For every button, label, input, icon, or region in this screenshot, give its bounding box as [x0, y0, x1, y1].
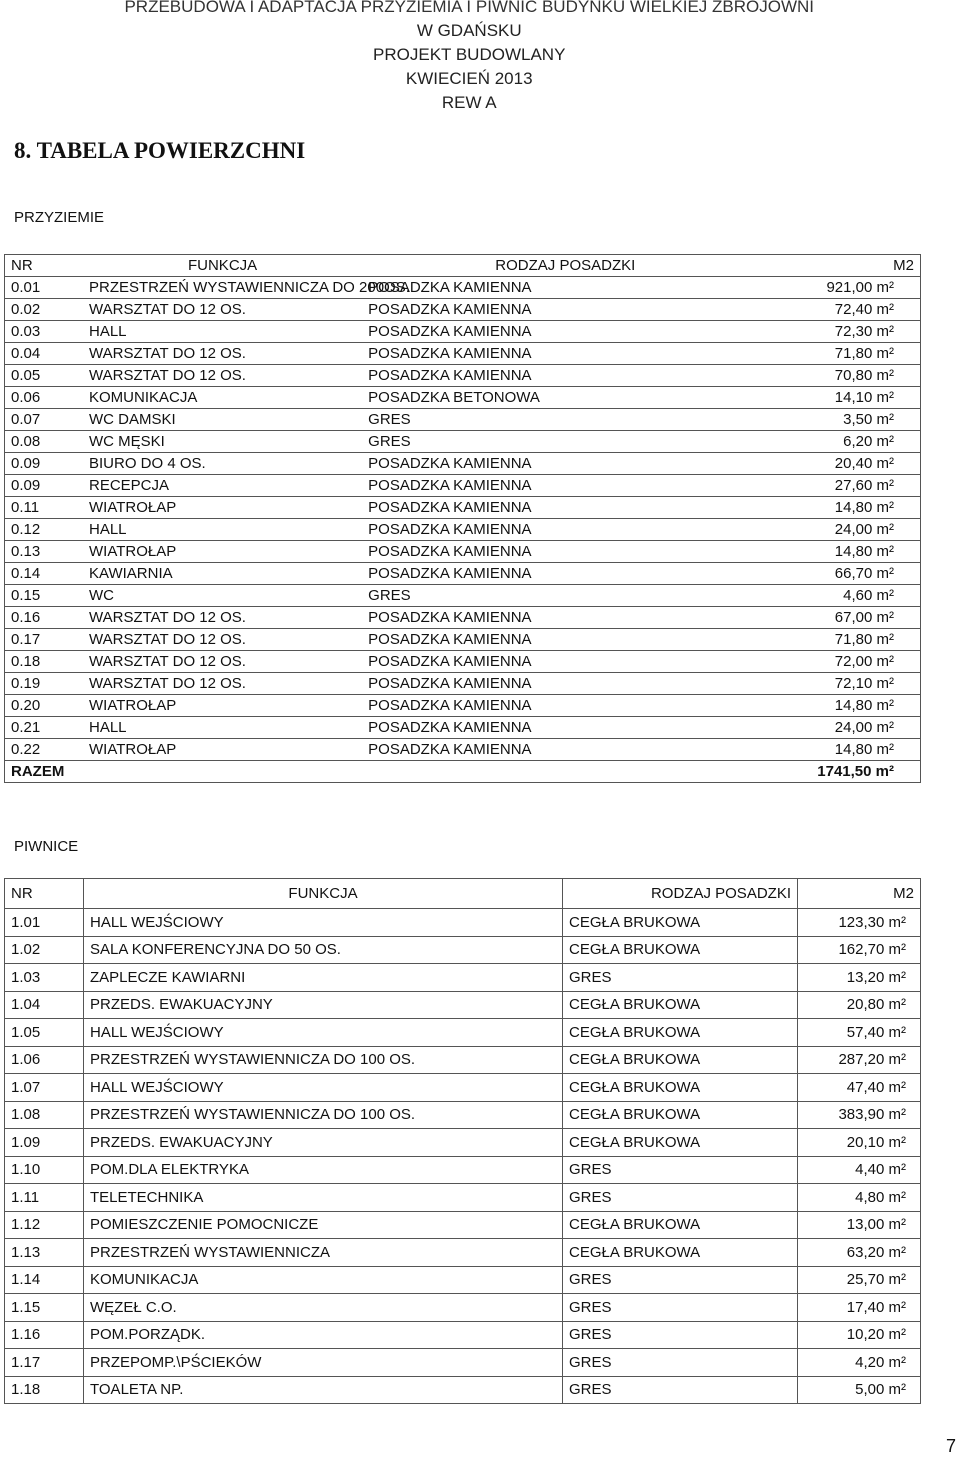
cell-rodzaj-posadzki: POSADZKA KAMIENNA — [362, 695, 641, 717]
cell-rodzaj-posadzki: GRES — [563, 1156, 798, 1184]
cell-nr: 0.17 — [5, 629, 84, 651]
cell-rodzaj-posadzki: POSADZKA KAMIENNA — [362, 673, 641, 695]
cell-funkcja: PRZEDS. EWAKUACYJNY — [84, 1129, 563, 1157]
cell-funkcja: WARSZTAT DO 12 OS. — [83, 673, 362, 695]
page-number: 7 — [945, 1436, 956, 1456]
cell-nr: 0.12 — [5, 519, 84, 541]
table-row — [5, 497, 921, 519]
cell-funkcja: WIATROŁAP — [83, 541, 362, 563]
cell-rodzaj-posadzki: CEGŁA BRUKOWA — [563, 909, 798, 937]
cell-funkcja: WĘZEŁ C.O. — [84, 1294, 563, 1322]
header-revision: REW A — [441, 93, 497, 112]
table-row — [5, 453, 921, 475]
cell-nr: 1.03 — [5, 964, 84, 992]
cell-m2: 14,10 m² — [641, 387, 920, 409]
cell-rodzaj-posadzki: POSADZKA KAMIENNA — [362, 717, 641, 739]
cell-m2: 71,80 m² — [641, 343, 920, 365]
cell-rodzaj-posadzki: POSADZKA KAMIENNA — [362, 519, 641, 541]
cell-m2: 14,80 m² — [641, 497, 920, 519]
cell-nr: 0.09 — [5, 475, 84, 497]
table-row — [5, 409, 921, 431]
cell-m2: 27,60 m² — [641, 475, 920, 497]
cell-m2: 25,70 m² — [798, 1266, 921, 1294]
cell-m2: 47,40 m² — [798, 1074, 921, 1102]
table-row — [5, 629, 921, 651]
cell-rodzaj-posadzki: CEGŁA BRUKOWA — [563, 991, 798, 1019]
column-header-m2: M2 — [641, 255, 920, 277]
cell-funkcja: HALL — [83, 321, 362, 343]
cell-nr: 0.11 — [5, 497, 84, 519]
table-header-row — [5, 879, 921, 909]
cell-funkcja: WARSZTAT DO 12 OS. — [83, 343, 362, 365]
cell-nr: 1.06 — [5, 1046, 84, 1074]
cell-rodzaj-posadzki: POSADZKA KAMIENNA — [362, 607, 641, 629]
cell-rodzaj-posadzki: POSADZKA KAMIENNA — [362, 629, 641, 651]
area-table-przyziemie — [4, 254, 921, 783]
cell-m2: 921,00 m² — [641, 277, 920, 299]
column-header-funkcja: FUNKCJA — [83, 255, 362, 277]
cell-rodzaj-posadzki: CEGŁA BRUKOWA — [563, 936, 798, 964]
cell-nr: 1.02 — [5, 936, 84, 964]
table-row — [5, 1101, 921, 1129]
table-row — [5, 1184, 921, 1212]
cell-nr: 0.22 — [5, 739, 84, 761]
table-row — [5, 1046, 921, 1074]
table-row — [5, 1294, 921, 1322]
cell-funkcja: WC — [83, 585, 362, 607]
table-row — [5, 1129, 921, 1157]
table-row — [5, 909, 921, 937]
cell-m2: 13,00 m² — [798, 1211, 921, 1239]
table-row — [5, 321, 921, 343]
table-row — [5, 607, 921, 629]
cell-rodzaj-posadzki: POSADZKA KAMIENNA — [362, 563, 641, 585]
cell-m2: 70,80 m² — [641, 365, 920, 387]
cell-nr: 1.12 — [5, 1211, 84, 1239]
cell-m2: 72,00 m² — [641, 651, 920, 673]
cell-nr: 0.19 — [5, 673, 84, 695]
cell-m2: 20,80 m² — [798, 991, 921, 1019]
cell-m2: 17,40 m² — [798, 1294, 921, 1322]
cell-m2: 5,00 m² — [798, 1376, 921, 1404]
cell-rodzaj-posadzki: GRES — [563, 1266, 798, 1294]
cell-rodzaj-posadzki: CEGŁA BRUKOWA — [563, 1074, 798, 1102]
cell-m2: 3,50 m² — [641, 409, 920, 431]
cell-nr: 0.15 — [5, 585, 84, 607]
cell-nr: 0.03 — [5, 321, 84, 343]
cell-nr: 0.14 — [5, 563, 84, 585]
cell-nr: 1.13 — [5, 1239, 84, 1267]
cell-funkcja: WC MĘSKI — [83, 431, 362, 453]
cell-nr: 0.21 — [5, 717, 84, 739]
cell-nr: 0.04 — [5, 343, 84, 365]
cell-funkcja: KAWIARNIA — [83, 563, 362, 585]
column-header-nr: NR — [5, 879, 84, 909]
cell-rodzaj-posadzki: POSADZKA KAMIENNA — [362, 277, 641, 299]
cell-funkcja: KOMUNIKACJA — [84, 1266, 563, 1294]
table-row — [5, 563, 921, 585]
cell-rodzaj-posadzki: POSADZKA KAMIENNA — [362, 299, 641, 321]
column-header-funkcja: FUNKCJA — [84, 879, 563, 909]
cell-m2: 10,20 m² — [798, 1321, 921, 1349]
table-row — [5, 1239, 921, 1267]
cell-nr: 1.07 — [5, 1074, 84, 1102]
cell-funkcja: WIATROŁAP — [83, 497, 362, 519]
cell-nr: 1.08 — [5, 1101, 84, 1129]
cell-funkcja: WARSZTAT DO 12 OS. — [83, 651, 362, 673]
document-header — [124, 0, 814, 115]
section-label-piwnice: PIWNICE — [14, 838, 79, 855]
cell-nr: 1.05 — [5, 1019, 84, 1047]
cell-funkcja: WIATROŁAP — [83, 695, 362, 717]
cell-nr: 1.16 — [5, 1321, 84, 1349]
cell-rodzaj-posadzki: GRES — [563, 1321, 798, 1349]
cell-m2: 14,80 m² — [641, 541, 920, 563]
cell-rodzaj-posadzki: POSADZKA KAMIENNA — [362, 343, 641, 365]
cell-funkcja: PRZESTRZEŃ WYSTAWIENNICZA — [84, 1239, 563, 1267]
cell-m2: 14,80 m² — [641, 695, 920, 717]
cell-funkcja: TOALETA NP. — [84, 1376, 563, 1404]
table-row — [5, 1211, 921, 1239]
cell-rodzaj-posadzki: CEGŁA BRUKOWA — [563, 1101, 798, 1129]
cell-m2: 72,30 m² — [641, 321, 920, 343]
cell-funkcja: RECEPCJA — [83, 475, 362, 497]
column-header-rodzaj-posadzki: RODZAJ POSADZKI — [563, 879, 798, 909]
cell-m2: 162,70 m² — [798, 936, 921, 964]
table-row — [5, 431, 921, 453]
cell-rodzaj-posadzki: CEGŁA BRUKOWA — [563, 1239, 798, 1267]
cell-rodzaj-posadzki: GRES — [563, 964, 798, 992]
cell-nr: 0.06 — [5, 387, 84, 409]
table-row — [5, 651, 921, 673]
area-table-piwnice — [4, 878, 921, 1404]
cell-funkcja: WARSZTAT DO 12 OS. — [83, 365, 362, 387]
cell-funkcja: WARSZTAT DO 12 OS. — [83, 607, 362, 629]
table-row — [5, 343, 921, 365]
cell-m2: 57,40 m² — [798, 1019, 921, 1047]
cell-m2: 6,20 m² — [641, 431, 920, 453]
table-row — [5, 387, 921, 409]
cell-nr: 0.05 — [5, 365, 84, 387]
cell-m2: 72,40 m² — [641, 299, 920, 321]
table-row — [5, 695, 921, 717]
cell-m2: 24,00 m² — [641, 519, 920, 541]
cell-m2: 20,10 m² — [798, 1129, 921, 1157]
cell-m2: 71,80 m² — [641, 629, 920, 651]
cell-nr: 1.01 — [5, 909, 84, 937]
column-header-rodzaj-posadzki: RODZAJ POSADZKI — [362, 255, 641, 277]
cell-nr: 0.16 — [5, 607, 84, 629]
table-row — [5, 299, 921, 321]
cell-rodzaj-posadzki: POSADZKA KAMIENNA — [362, 541, 641, 563]
cell-m2: 24,00 m² — [641, 717, 920, 739]
cell-nr: 0.18 — [5, 651, 84, 673]
cell-funkcja: HALL WEJŚCIOWY — [84, 909, 563, 937]
cell-funkcja: PRZEPOMP.\PŚCIEKÓW — [84, 1349, 563, 1377]
cell-funkcja: POMIESZCZENIE POMOCNICZE — [84, 1211, 563, 1239]
table-row — [5, 1156, 921, 1184]
total-label: RAZEM — [5, 761, 642, 783]
table-header-row — [5, 255, 921, 277]
cell-m2: 66,70 m² — [641, 563, 920, 585]
cell-rodzaj-posadzki: CEGŁA BRUKOWA — [563, 1046, 798, 1074]
cell-rodzaj-posadzki: POSADZKA KAMIENNA — [362, 321, 641, 343]
cell-rodzaj-posadzki: CEGŁA BRUKOWA — [563, 1019, 798, 1047]
cell-nr: 0.13 — [5, 541, 84, 563]
cell-rodzaj-posadzki: GRES — [362, 431, 641, 453]
table-row — [5, 991, 921, 1019]
cell-rodzaj-posadzki: POSADZKA KAMIENNA — [362, 651, 641, 673]
cell-rodzaj-posadzki: POSADZKA BETONOWA — [362, 387, 641, 409]
cell-m2: 4,40 m² — [798, 1156, 921, 1184]
cell-nr: 1.17 — [5, 1349, 84, 1377]
cell-rodzaj-posadzki: CEGŁA BRUKOWA — [563, 1211, 798, 1239]
cell-nr: 0.08 — [5, 431, 84, 453]
table-row — [5, 1074, 921, 1102]
table-row — [5, 1349, 921, 1377]
cell-rodzaj-posadzki: POSADZKA KAMIENNA — [362, 739, 641, 761]
cell-rodzaj-posadzki: POSADZKA KAMIENNA — [362, 453, 641, 475]
cell-m2: 4,20 m² — [798, 1349, 921, 1377]
cell-nr: 1.04 — [5, 991, 84, 1019]
cell-funkcja: WARSZTAT DO 12 OS. — [83, 299, 362, 321]
cell-rodzaj-posadzki: CEGŁA BRUKOWA — [563, 1129, 798, 1157]
table-row — [5, 1321, 921, 1349]
cell-nr: 1.14 — [5, 1266, 84, 1294]
cell-m2: 14,80 m² — [641, 739, 920, 761]
cell-m2: 67,00 m² — [641, 607, 920, 629]
cell-rodzaj-posadzki: POSADZKA KAMIENNA — [362, 475, 641, 497]
column-header-nr: NR — [5, 255, 84, 277]
cell-nr: 1.15 — [5, 1294, 84, 1322]
cell-funkcja: HALL WEJŚCIOWY — [84, 1019, 563, 1047]
table-row — [5, 541, 921, 563]
column-header-m2: M2 — [798, 879, 921, 909]
table-row — [5, 519, 921, 541]
cell-m2: 383,90 m² — [798, 1101, 921, 1129]
cell-nr: 0.01 — [5, 277, 84, 299]
cell-m2: 4,60 m² — [641, 585, 920, 607]
page-title: 8. TABELA POWIERZCHNI — [14, 138, 306, 163]
total-value: 1741,50 m² — [641, 761, 920, 783]
cell-funkcja: SALA KONFERENCYJNA DO 50 OS. — [84, 936, 563, 964]
table-row — [5, 739, 921, 761]
cell-nr: 0.09 — [5, 453, 84, 475]
cell-funkcja: PRZESTRZEŃ WYSTAWIENNICZA DO 100 OS. — [84, 1101, 563, 1129]
cell-funkcja: WARSZTAT DO 12 OS. — [83, 629, 362, 651]
table-row — [5, 936, 921, 964]
cell-rodzaj-posadzki: POSADZKA KAMIENNA — [362, 365, 641, 387]
cell-nr: 0.02 — [5, 299, 84, 321]
cell-rodzaj-posadzki: GRES — [563, 1184, 798, 1212]
cell-funkcja: HALL — [83, 519, 362, 541]
cell-nr: 0.20 — [5, 695, 84, 717]
cell-funkcja: ZAPLECZE KAWIARNI — [84, 964, 563, 992]
cell-funkcja: PRZEDS. EWAKUACYJNY — [84, 991, 563, 1019]
cell-rodzaj-posadzki: GRES — [563, 1294, 798, 1322]
cell-m2: 13,20 m² — [798, 964, 921, 992]
cell-funkcja: POM.PORZĄDK. — [84, 1321, 563, 1349]
table-row — [5, 673, 921, 695]
cell-funkcja: KOMUNIKACJA — [83, 387, 362, 409]
cell-rodzaj-posadzki: POSADZKA KAMIENNA — [362, 497, 641, 519]
table-row — [5, 585, 921, 607]
cell-rodzaj-posadzki: GRES — [362, 409, 641, 431]
cell-funkcja: WIATROŁAP — [83, 739, 362, 761]
table-row — [5, 277, 921, 299]
header-location: W GDAŃSKU — [416, 21, 522, 40]
cell-m2: 123,30 m² — [798, 909, 921, 937]
cell-funkcja: TELETECHNIKA — [84, 1184, 563, 1212]
cell-nr: 1.10 — [5, 1156, 84, 1184]
table-row — [5, 1376, 921, 1404]
cell-rodzaj-posadzki: GRES — [563, 1376, 798, 1404]
table-row — [5, 365, 921, 387]
header-date: KWIECIEŃ 2013 — [405, 69, 533, 88]
table-row — [5, 1019, 921, 1047]
cell-funkcja: BIURO DO 4 OS. — [83, 453, 362, 475]
cell-rodzaj-posadzki: GRES — [362, 585, 641, 607]
table-row — [5, 475, 921, 497]
table-row — [5, 717, 921, 739]
cell-funkcja: WC DAMSKI — [83, 409, 362, 431]
cell-m2: 72,10 m² — [641, 673, 920, 695]
cell-funkcja: PRZESTRZEŃ WYSTAWIENNICZA DO 100 OS. — [84, 1046, 563, 1074]
cell-funkcja: POM.DLA ELEKTRYKA — [84, 1156, 563, 1184]
cell-nr: 1.18 — [5, 1376, 84, 1404]
section-label-przyziemie: PRZYZIEMIE — [14, 209, 105, 226]
cell-m2: 63,20 m² — [798, 1239, 921, 1267]
header-project-title: PRZEBUDOWA I ADAPTACJA PRZYZIEMIA I PIWNIC BUDYNKU WIELKIEJ ZBROJOWNI — [124, 0, 814, 16]
cell-m2: 20,40 m² — [641, 453, 920, 475]
table-row — [5, 1266, 921, 1294]
cell-funkcja: PRZESTRZEŃ WYSTAWIENNICZA DO 200OS. — [83, 277, 362, 299]
cell-funkcja: HALL — [83, 717, 362, 739]
cell-nr: 0.07 — [5, 409, 84, 431]
table-row — [5, 964, 921, 992]
cell-rodzaj-posadzki: GRES — [563, 1349, 798, 1377]
total-row — [5, 761, 921, 783]
header-project-type: PROJEKT BUDOWLANY — [373, 45, 566, 64]
cell-m2: 287,20 m² — [798, 1046, 921, 1074]
cell-m2: 4,80 m² — [798, 1184, 921, 1212]
cell-funkcja: HALL WEJŚCIOWY — [84, 1074, 563, 1102]
cell-nr: 1.11 — [5, 1184, 84, 1212]
cell-nr: 1.09 — [5, 1129, 84, 1157]
